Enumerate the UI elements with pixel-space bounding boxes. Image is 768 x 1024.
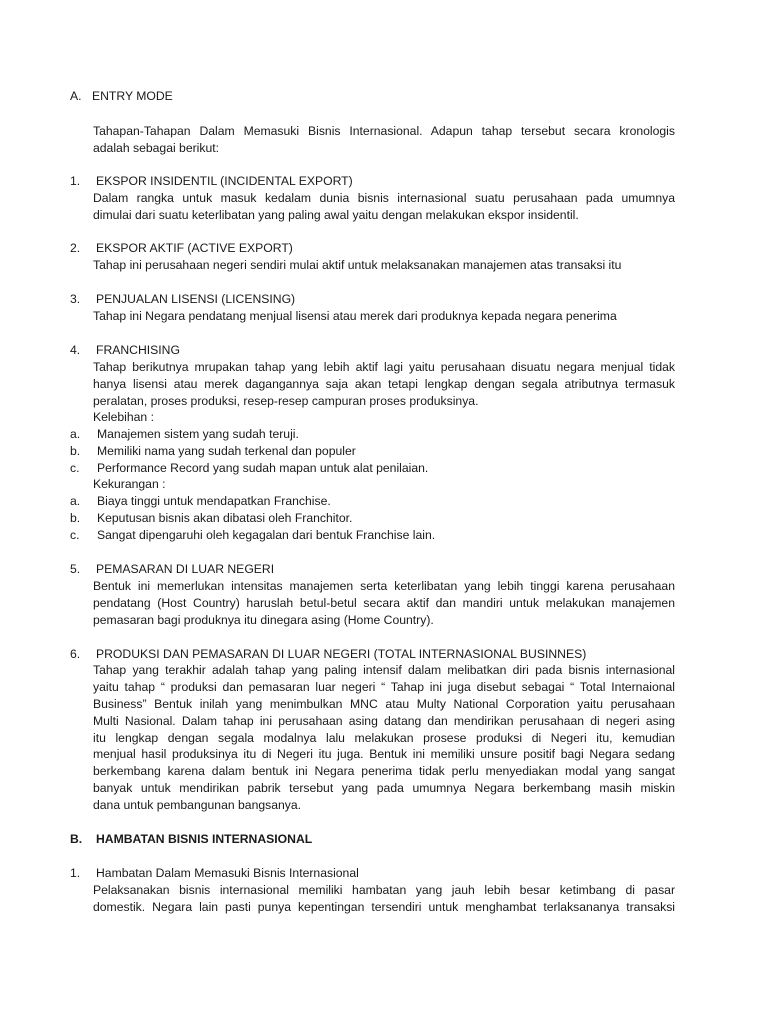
item-text-line: Bentuk ini memerlukan intensitas manajemen serta keterlibatan yang lebih tinggi karena perusahaan: [93, 579, 675, 593]
list-item: Biaya tinggi untuk mendapatkan Franchise.: [97, 494, 331, 508]
item-text-line: Tahap ini perusahaan negeri sendiri mulai aktif untuk melaksanakan manajemen atas transaksi itu: [93, 258, 622, 272]
item-title: EKSPOR INSIDENTIL (INCIDENTAL EXPORT): [96, 174, 353, 188]
item-text-line: dimulai dari suatu keterlibatan yang paling awal yaitu dengan melakukan ekspor insidentil.: [93, 208, 579, 222]
section-a-marker: A.: [70, 89, 82, 103]
item-text-line: yaitu tahap “ produksi dan pemasaran luar negeri “ Tahap ini juga disebut sebagai “ Total Internaional: [93, 680, 675, 694]
item-number: 1.: [70, 866, 81, 880]
list-marker: c.: [70, 461, 80, 475]
section-a-title: ENTRY MODE: [92, 89, 173, 103]
list-marker: c.: [70, 528, 80, 542]
item-text-line: Pelaksanakan bisnis internasional memiliki hambatan yang jauh lebih besar ketimbang di pasar: [93, 883, 675, 897]
intro-line: Tahapan-Tahapan Dalam Memasuki Bisnis Internasional. Adapun tahap tersebut secara kronologis: [93, 124, 675, 138]
kelebihan-label: Kelebihan :: [93, 410, 154, 424]
list-marker: b.: [70, 444, 81, 458]
list-item: Keputusan bisnis akan dibatasi oleh Franchitor.: [97, 511, 353, 525]
item-text-line: pemasaran bagi produknya itu dinegara asing (Home Country).: [93, 613, 434, 627]
item-number: 5.: [70, 562, 81, 576]
item-text-line: menjual hasil produksinya itu di Negeri itu juga. Bentuk ini memiliki unsure positif bagi Negara sedang: [93, 747, 675, 761]
item-text-line: hanya lisensi atau merek dagangannya saja akan tetapi lengkap dengan segala atributnya termasuk: [93, 377, 675, 391]
item-number: 1.: [70, 174, 81, 188]
list-marker: a.: [70, 427, 81, 441]
item-text-line: Tahap yang terakhir adalah tahap yang paling intensif dalam melibatkan diri pada bisnis internasional: [93, 663, 675, 677]
item-text-line: berkembang karena dalam bentuk ini Negara penerima tidak perlu menyediakan modal yang sangat: [93, 764, 675, 778]
item-number: 6.: [70, 647, 81, 661]
list-item: Performance Record yang sudah mapan untuk alat penilaian.: [97, 461, 429, 475]
item-title: PRODUKSI DAN PEMASARAN DI LUAR NEGERI (TOTAL INTERNASIONAL BUSINNES): [96, 647, 587, 661]
item-title: PENJUALAN LISENSI (LICENSING): [96, 292, 296, 306]
list-item: Sangat dipengaruhi oleh kegagalan dari bentuk Franchise lain.: [97, 528, 436, 542]
item-text-line: Business” Bentuk inilah yang menimbulkan MNC atau Multy National Corporation yaitu perusahaan: [93, 697, 675, 711]
item-text-line: Dalam rangka untuk masuk kedalam dunia bisnis internasional suatu perusahaan pada umumnya: [93, 191, 675, 205]
item-number: 4.: [70, 343, 81, 357]
list-item: Manajemen sistem yang sudah teruji.: [97, 427, 299, 441]
item-text-line: itu lengkap dengan segala modalnya lalu melakukan prosese produksi di Negeri itu, kemudian: [93, 731, 675, 745]
item-text-line: pendatang (Host Country) haruslah betul-betul secara aktif dan mandiri untuk melakukan manajemen: [93, 596, 675, 610]
list-marker: a.: [70, 494, 81, 508]
item-title: FRANCHISING: [96, 343, 180, 357]
item-text-line: Tahap ini Negara pendatang menjual lisensi atau merek dari produknya kepada negara penerima: [93, 309, 617, 323]
item-number: 3.: [70, 292, 81, 306]
item-text-line: dana untuk pembangunan bangsanya.: [93, 798, 302, 812]
section-b-title: HAMBATAN BISNIS INTERNASIONAL: [96, 832, 313, 846]
item-text-line: Multi Nasional. Dalam tahap ini perusahaan asing datang dan mendirikan perusahaan di negeri asing: [93, 714, 675, 728]
item-title: PEMASARAN DI LUAR NEGERI: [96, 562, 275, 576]
section-b-marker: B.: [70, 832, 83, 846]
intro-line: adalah sebagai berikut:: [93, 141, 220, 155]
kekurangan-label: Kekurangan :: [93, 477, 166, 491]
list-item: Memiliki nama yang sudah terkenal dan populer: [97, 444, 356, 458]
item-title: Hambatan Dalam Memasuki Bisnis Internasional: [96, 866, 359, 880]
item-text-line: Tahap berikutnya mrupakan tahap yang lebih aktif lagi yaitu perusahaan disuatu negara menjual tidak: [93, 360, 675, 374]
item-number: 2.: [70, 241, 81, 255]
list-marker: b.: [70, 511, 81, 525]
item-text-line: domestik. Negara lain pasti punya kepentingan tersendiri untuk menghambat terlaksananya transaksi: [93, 900, 675, 914]
item-text-line: peralatan, proses produksi, resep-resep campuran proses produksinya.: [93, 394, 479, 408]
item-text-line: banyak untuk mendirikan pabrik tersebut yang pada umumnya Negara berkembang masih miskin: [93, 781, 675, 795]
item-title: EKSPOR AKTIF (ACTIVE EXPORT): [96, 241, 293, 255]
